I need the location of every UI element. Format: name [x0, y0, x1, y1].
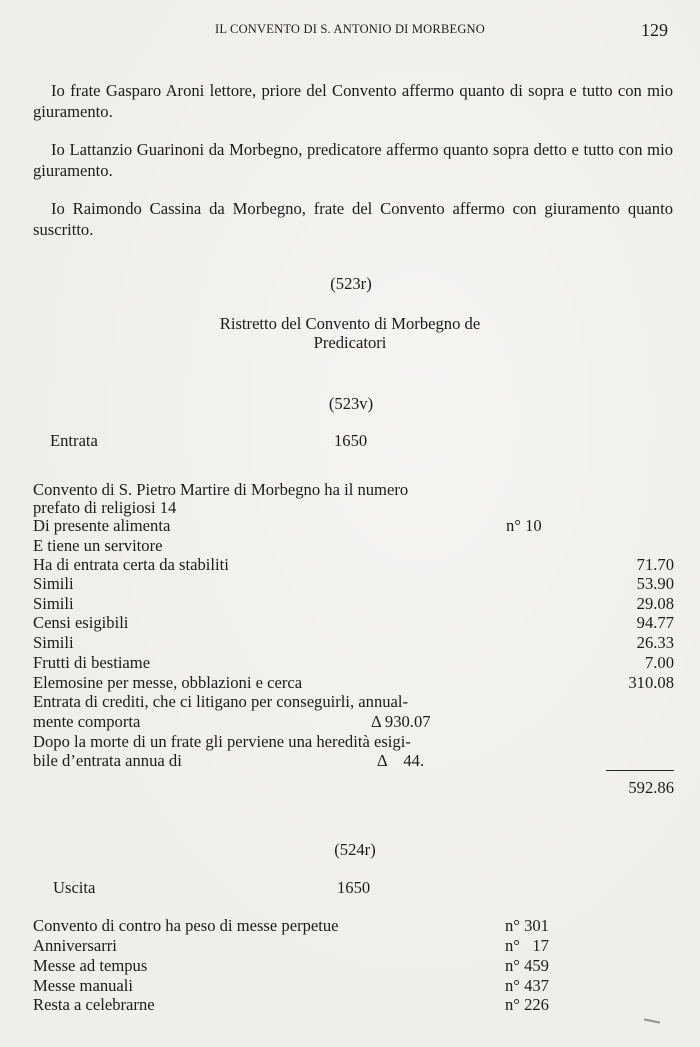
ledger-row-amount: 7.00 [644, 653, 674, 672]
uscita-heading: Uscita [53, 878, 96, 897]
ledger-row [33, 732, 674, 752]
ledger-row [33, 633, 674, 653]
ledger-row-text: Elemosine per messe, obblazioni e cerca [33, 673, 303, 692]
sum-rule [606, 770, 674, 771]
ledger-row-count: n° 10 [506, 516, 542, 535]
ledger-row [33, 916, 674, 936]
ledger-row-count: n° 17 [505, 936, 549, 955]
ledger-row [33, 480, 674, 500]
ledger-row-text: Convento di contro ha peso di messe perpetue [33, 916, 339, 935]
ledger-row [33, 995, 674, 1015]
running-title: IL CONVENTO DI S. ANTONIO DI MORBEGNO [214, 22, 485, 36]
ledger-row-text: Convento di S. Pietro Martire di Morbegno ha il numero [33, 480, 409, 499]
folio-reference: (523v) [328, 394, 374, 413]
ledger-row [33, 653, 674, 673]
ledger-row [33, 692, 674, 712]
ledger-row [33, 498, 674, 518]
ledger-row-amount: 94.77 [636, 613, 674, 632]
entrata-year: 1650 [334, 431, 368, 450]
oath-paragraph-cassina: Io Raimondo Cassina da Morbegno, frate del Convento affermo con giuramento quanto suscritto. [33, 199, 673, 239]
oath-paragraph-guarinoni: Io Lattanzio Guarinoni da Morbegno, predicatore affermo quanto sopra detto e tutto con mio giuramento. [33, 140, 673, 180]
ledger-row-text: Messe manuali [33, 976, 134, 995]
ledger-row-count: n° 437 [505, 976, 549, 995]
ledger-row [33, 516, 674, 536]
oath-paragraph-aroni: Io frate Gasparo Aroni lettore, priore del Convento affermo quanto di sopra e tutto con mio giuramento. [33, 81, 673, 121]
ledger-row-amount: 29.08 [636, 594, 674, 613]
ledger-row-text: Entrata di crediti, che ci litigano per conseguirli, annual- [33, 692, 409, 711]
ledger-row [33, 574, 674, 594]
ledger-row-text: Simili [33, 633, 74, 652]
ledger-row-text: Simili [33, 574, 74, 593]
folio-reference: (523r) [330, 274, 372, 293]
folio-reference: (524r) [334, 840, 376, 859]
ledger-row [33, 594, 674, 614]
ledger-row-count: n° 459 [505, 956, 549, 975]
ledger-row-text: Censi esigibili [33, 613, 129, 632]
ledger-row [33, 751, 674, 771]
ledger-row-delta: Δ 930.07 [371, 712, 431, 731]
ledger-row-text: bile d’entrata annua di [33, 751, 182, 770]
section-title-line-2: Predicatori [313, 333, 387, 352]
ledger-row-count: n° 226 [505, 995, 549, 1014]
ledger-row-count: n° 301 [505, 916, 549, 935]
ledger-row [33, 536, 674, 556]
ledger-row-amount: 53.90 [636, 574, 674, 593]
ledger-row-text: mente comporta [33, 712, 141, 731]
page-mark [644, 1018, 660, 1023]
ledger-row [33, 976, 674, 996]
ledger-row-text: Dopo la morte di un frate gli perviene una heredità esigi- [33, 732, 411, 751]
ledger-row-text: Di presente alimenta [33, 516, 171, 535]
section-title-line-1: Ristretto del Convento di Morbegno de [219, 314, 481, 333]
entrata-heading: Entrata [50, 431, 98, 450]
ledger-row [33, 936, 674, 956]
ledger-row [33, 956, 674, 976]
ledger-row [33, 712, 674, 732]
ledger-row [33, 673, 674, 693]
ledger-row-text: Simili [33, 594, 74, 613]
ledger-row-amount: 71.70 [636, 555, 674, 574]
entrata-total: 592.86 [628, 778, 674, 797]
ledger-row-text: Resta a celebrarne [33, 995, 155, 1014]
page-number: 129 [641, 20, 668, 40]
ledger-row-delta: Δ 44. [377, 751, 425, 770]
ledger-row-text: Ha di entrata certa da stabiliti [33, 555, 229, 574]
ledger-row-amount: 310.08 [628, 673, 674, 692]
ledger-row [33, 555, 674, 575]
ledger-row-text: Anniversarri [33, 936, 117, 955]
ledger-row-text: E tiene un servitore [33, 536, 163, 555]
ledger-row-text: Messe ad tempus [33, 956, 148, 975]
ledger-row-text: Frutti di bestiame [33, 653, 151, 672]
ledger-row-text: prefato di religiosi 14 [33, 498, 177, 517]
ledger-row [33, 613, 674, 633]
ledger-row-amount: 26.33 [636, 633, 674, 652]
uscita-year: 1650 [337, 878, 371, 897]
